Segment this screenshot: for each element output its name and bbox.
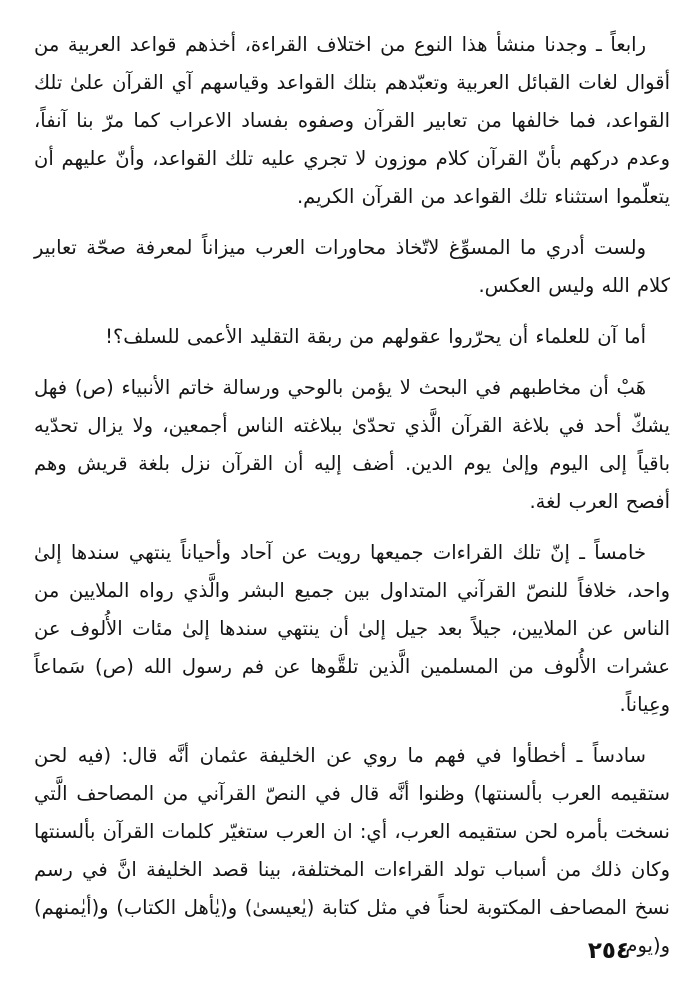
page-text bbox=[34, 26, 670, 978]
paragraph-criterion-remark: ولست أدري ما المسوِّغ لاتّخاذ محاورات العرب ميزاناً لمعرفة صحّة تعابير كلام الله وليس العكس. bbox=[34, 236, 670, 297]
paragraph-point-fifth: خامساً ـ إنّ تلك القراءات جميعها رويت عن آحاد وأحياناً ينتهي سندها إلىٰ واحد، خلافاً للنصّ القرآني المتداول بين جميع البشر والَّذي رواه الملايين من الناس عن الملايين، جيلاً بعد جيل إلىٰ أن ينتهي سندها إلىٰ مئات الأُلوف عن عشرات الأُلوف من المسلمين الَّذين تلقَّوها عن فم رسول الله (ص) سَماعاً وعِياناً. bbox=[34, 541, 670, 716]
paragraph-rhetorical-question: أما آن للعلماء أن يحرّروا عقولهم من ربقة التقليد الأعمى للسلف؟! bbox=[105, 325, 646, 348]
paragraph-point-fourth: رابعاً ـ وجدنا منشأ هذا النوع من اختلاف القراءة، أخذهم قواعد العربية من أقوال لغات القبائل العربية وتعبّدهم بتلك القواعد وقياسهم آي القرآن علىٰ تلك القواعد، فما خالفها من تعابير القرآن وصفوه بفساد الاعراب كما مرّ بنا آنفاً، وعدم دركهم بأنّ القرآن كلام موزون لا تجري عليه تلك القواعد، وأنّ عليهم أن يتعلّموا استثناء تلك القواعد من القرآن الكريم. bbox=[34, 33, 670, 208]
paragraph-point-sixth: سادساً ـ أخطأوا في فهم ما روي عن الخليفة عثمان أنَّه قال: (فيه لحن ستقيمه العرب بألسنتها) وظنوا أنَّه قال في النصّ القرآني من المصاحف الَّتي نسخت بأمره لحن ستقيمه العرب، أي: ان العرب ستغيّر كلمات القرآن بألسنتها وكان ذلك من أسباب تولد القراءات المختلفة، بينا قصد الخليفة انَّ في رسم نسخ المصاحف المكتوبة لحناً في مثل كتابة (يٰعيسىٰ) و(يٰأهل الكتاب) و(أيٰمنهم) و(يوم bbox=[34, 744, 670, 957]
paragraph-challenge-argument: هَبْ أن مخاطبهم في البحث لا يؤمن بالوحي ورسالة خاتم الأنبياء (ص) فهل يشكّ أحد في بلاغة القرآن الَّذي تحدّىٰ ببلاغته الناس أجمعين، ولا يزال تحدّيه باقياً إلى اليوم وإلىٰ يوم الدين. أضف إليه أن القرآن نزل بلغة قريش وهم أفصح العرب لغة. bbox=[34, 376, 670, 513]
page-number: ٢٥٤ bbox=[587, 938, 630, 964]
